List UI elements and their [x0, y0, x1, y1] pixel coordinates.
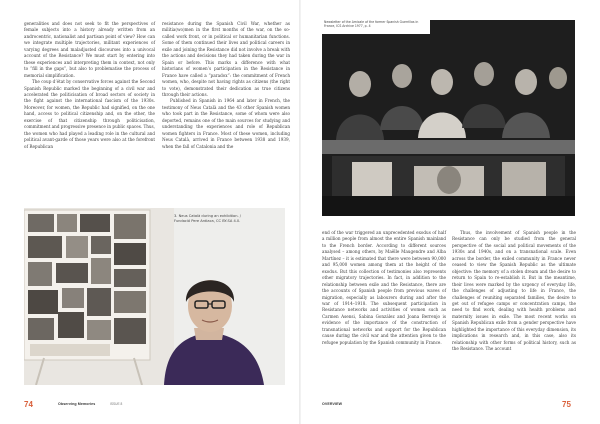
right-running-head: OVERVIEW — [322, 402, 343, 406]
right-column-2 — [452, 230, 576, 353]
left-column-2 — [162, 21, 290, 150]
paragraph: end of the war triggered an unprecedented exodus of half a million people from almost the entire Spanish mainland to the French border. According to different sources analysed – among others, by Maëlle Maugendre and Alba Martínez – it is estimated that there were between 90,000 and 95,000 women among them at the height of the exodus. But this collection of testimonies also represents other migratory trajectories. In fact, in addition to the relationship between exile and the Resistance, there are the accounts of Spanish people from previous waves of migration, especially as labourers during and after the war of 1914–1918. The subsequent participation in Resistance networks and activities of women such as Carmen Asensi, Sabina González and Joana Berrenjo is evidence of the importance of the construction of transnational networks and support for the Republican cause during the civil war and the attention given to the refugee population by the Spanish community in France. — [322, 230, 446, 345]
paragraph: The coup d’état by conservative forces against the Second Spanish Republic marked the beginning of a civil war and accelerated the politicisation of broad sectors of society in the fight against the international fascism of the 1930s. Moreover, for women, the Republic had signified, on the one hand, access to political citizenship and, on the other, the exercise of that citizenship through politicisation, commitment and progressive presence in public spaces. Thus, the women who had played a leading role in the cultural and political avant-garde of those years were also at the forefront of Republican — [24, 79, 155, 149]
newsletter-photo — [322, 20, 575, 216]
paragraph: generalities and does not seek to fit the perspectives of female subjects into a history already written from an androcentric, nationalist and partisan point of view? How can we integrate multiple trajectories, militant experiences of varying degrees and maladjusted discourses into a univocal account of the Resistance? We must start by entering into these experiences and interpreting them in context, not only to “fill in the gaps”, but also to problematise the process of memorial simplification. — [24, 21, 155, 78]
left-page-number: 74 — [24, 400, 33, 409]
page-gutter — [299, 0, 301, 424]
paragraph: Thus, the involvement of Spanish people in the Resistance can only be studied from the general perspective of the social and political movements of the 1930s and 1940s, and on a transnational scale. Even across the border, the exiled community in France never ceased to view the Spanish Republic as the ultimate objective: the memory of a stolen dream and the desire to return to Spain to re-establish it. But in the meantime, their lives were marked by the urgency of everyday life, the challenges of adjusting to life in France, the challenges of reuniting separated families, the desire to get out of refugee camps or concentration camps, the need to find work, dealing with health problems and maternity issues in exile. The most recent works on Spanish Republican exile from a gender perspective have highlighted the importance of this everyday dimension, its implications in research and, in this case, also its relationship with other forms of political history, such as the Resistance. The account — [452, 230, 576, 352]
left-column-1 — [24, 21, 155, 150]
paragraph: resistance during the Spanish Civil War, whether as militia(wo)men in the first months of the war, on the so-called work front, or in political or humanitarian functions. Some of them continued their lives and political careers in exile and joining the Resistance did not involve a break with the actions and decisions they had taken during the war in Spain or before. This marks a difference with what historians of women’s participation in the Resistance in France have called a “paradox”: the commitment of French women, who, despite not having rights as citizens (the right to vote), demonstrated their dedication as true citizens through their actions. — [162, 21, 290, 97]
left-running-issue: ISSUE 8 — [110, 402, 123, 406]
right-page-number: 75 — [562, 400, 571, 409]
exhibition-photo-caption: 3. Neus Català during an exhibition. / Fundació Pere Ardiaca, CC BY-SA 4.0. — [174, 214, 241, 223]
exhibition-photo-illustration — [24, 208, 285, 385]
paragraph: Published in Spanish in 1964 and later in French, the testimony of Neus Català and the 43 other Spanish women who took part in the Resistance, some of whom were also deported, remains one of the main sources for studying and understanding the experiences and role of Republican women fighters in France. Most of these women, including Neus Català, arrived in France between 1938 and 1939, when the fall of Catalonia and the — [162, 98, 290, 149]
right-column-1 — [322, 230, 446, 346]
left-running-head: Observing Memories — [58, 402, 96, 406]
exhibition-photo — [24, 208, 285, 385]
newsletter-photo-caption: Newsletter of the Amicale of the former Spanish Guerrillas in France, ICS Archive 1977, p. 4 — [324, 20, 419, 28]
newsletter-photo-illustration — [322, 20, 575, 216]
